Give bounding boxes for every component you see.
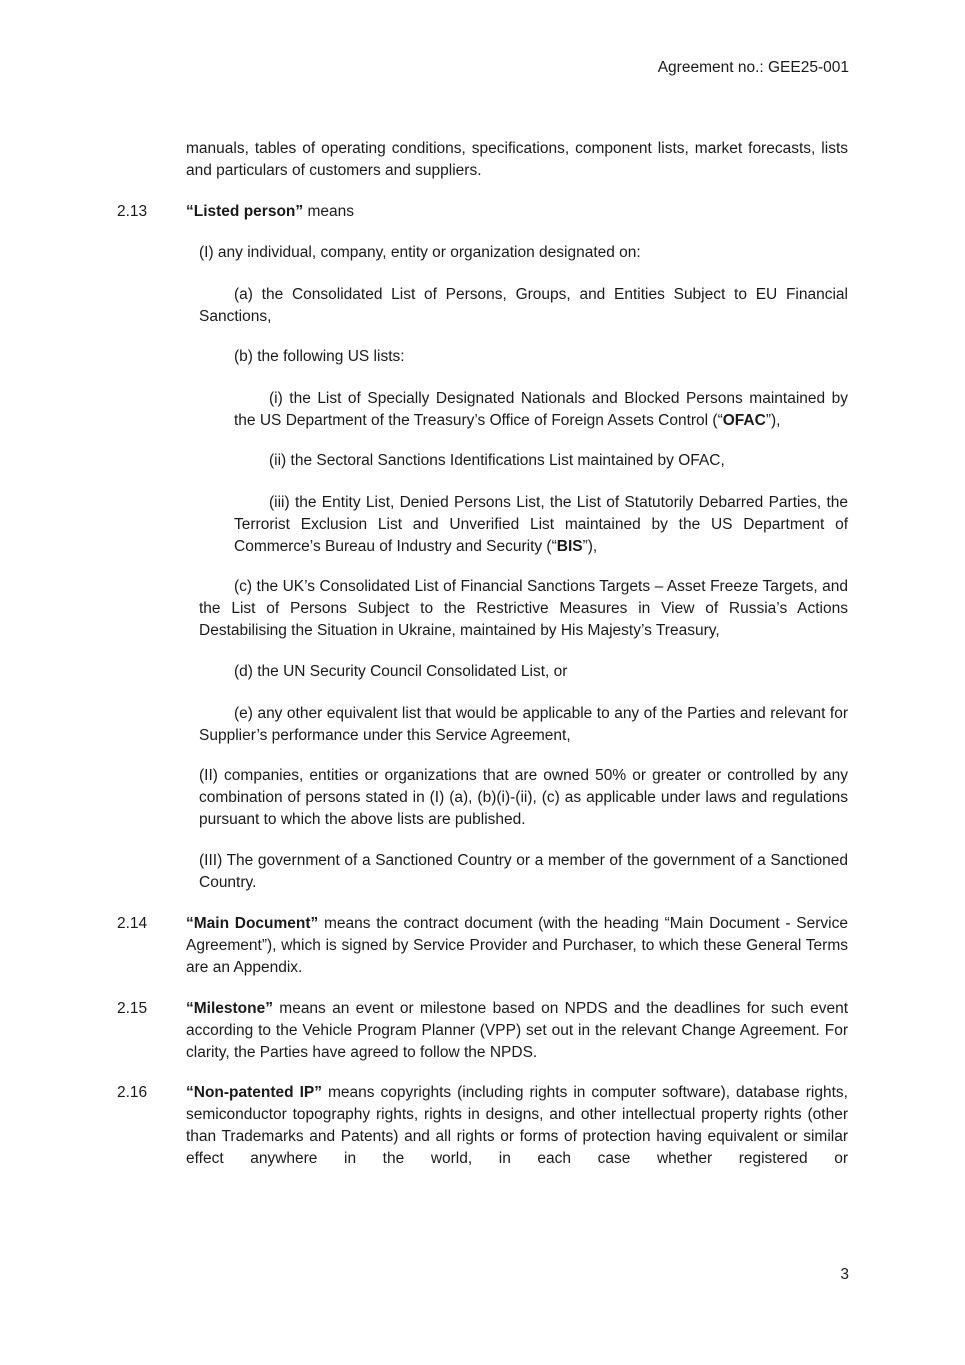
page-number: 3	[840, 1266, 849, 1283]
clause-c-text: (c) the UK’s Consolidated List of Financial Sanctions Targets – Asset Freeze Targets, and the List of Persons Subject to the Restrictive Measures in View of Russia’s Actions Destabilising the Situation in Ukraine, maintained by His Majesty’s Treasury,	[199, 578, 848, 639]
section-number-2-13: 2.13	[117, 203, 148, 220]
section-2-15-text: means an event or milestone based on NPDS and the deadlines for such event according to the Vehicle Program Planner (VPP) set out in the relevant Change Agreement. For clarity, the Parties have agreed to follow the NPDS.	[186, 1000, 848, 1061]
term-main-document: “Main Document”	[186, 915, 319, 932]
clause-e	[199, 703, 848, 747]
clause-b-i-text: (i) the List of Specially Designated Nationals and Blocked Persons maintained by the US Department of the Treasury’s Office of Foreign Assets Control (“	[234, 390, 848, 429]
clause-b-text: (b) the following US lists:	[234, 348, 405, 365]
section-2-14	[186, 913, 848, 979]
clause-a	[199, 284, 848, 328]
clause-b-i-end: ”),	[765, 412, 781, 429]
section-number-2-15: 2.15	[117, 1000, 148, 1017]
clause-b-iii-text: (iii) the Entity List, Denied Persons List, the List of Statutorily Debarred Parties, the Terrorist Exclusion List and Unverified List maintained by the US Department of Commerce’s Bureau of Industry and Security (“	[234, 494, 848, 555]
term-listed-person: “Listed person”	[186, 203, 304, 220]
term-ofac: OFAC	[722, 412, 766, 429]
clause-b-i	[234, 388, 848, 432]
clause-b-iii	[234, 492, 848, 558]
clause-d-text: (d) the UN Security Council Consolidated List, or	[234, 663, 568, 680]
clause-II: (II) companies, entities or organizations that are owned 50% or greater or controlled by any combination of persons stated in (I) (a), (b)(i)-(ii), (c) as applicable under laws and regulations pursuant to which the above lists are published.	[199, 767, 848, 828]
section-2-13-heading	[186, 201, 848, 223]
clause-b	[199, 346, 848, 368]
section-number-2-14: 2.14	[117, 915, 148, 932]
continuation-paragraph: manuals, tables of operating conditions, specifications, component lists, market forecasts, lists and particulars of customers and suppliers.	[186, 140, 848, 179]
clause-I: (I) any individual, company, entity or organization designated on:	[199, 244, 641, 261]
agreement-number: Agreement no.: GEE25-001	[657, 59, 849, 76]
term-milestone: “Milestone”	[186, 1000, 273, 1017]
clause-b-ii-text: (ii) the Sectoral Sanctions Identifications List maintained by OFAC,	[269, 452, 725, 469]
section-number-2-16: 2.16	[117, 1084, 148, 1101]
clause-b-ii	[234, 450, 848, 472]
clause-III: (III) The government of a Sanctioned Country or a member of the government of a Sanctioned Country.	[199, 852, 848, 891]
clause-a-text: (a) the Consolidated List of Persons, Groups, and Entities Subject to EU Financial Sanctions,	[199, 286, 848, 325]
section-2-16-text: means copyrights (including rights in computer software), database rights, semiconductor topography rights, rights in designs, and other intellectual property rights (other than Trademarks and Patents) and all rights or forms of protection having equivalent or similar effect anywhere in the world, in each case whether registered or	[186, 1084, 848, 1167]
term-bis: BIS	[556, 538, 583, 555]
clause-e-text: (e) any other equivalent list that would be applicable to any of the Parties and relevant for Supplier’s performance under this Service Agreement,	[199, 705, 848, 744]
section-2-13-text: means	[303, 203, 354, 220]
section-2-14-text: means the contract document (with the heading “Main Document - Service Agreement”), which is signed by Service Provider and Purchaser, to which these General Terms are an Appendix.	[186, 915, 848, 976]
clause-b-iii-end: ”),	[582, 538, 598, 555]
clause-d	[199, 661, 848, 683]
clause-c	[199, 576, 848, 642]
section-2-15	[186, 998, 848, 1064]
term-non-patented-ip: “Non-patented IP”	[186, 1084, 323, 1101]
section-2-16	[186, 1082, 848, 1170]
